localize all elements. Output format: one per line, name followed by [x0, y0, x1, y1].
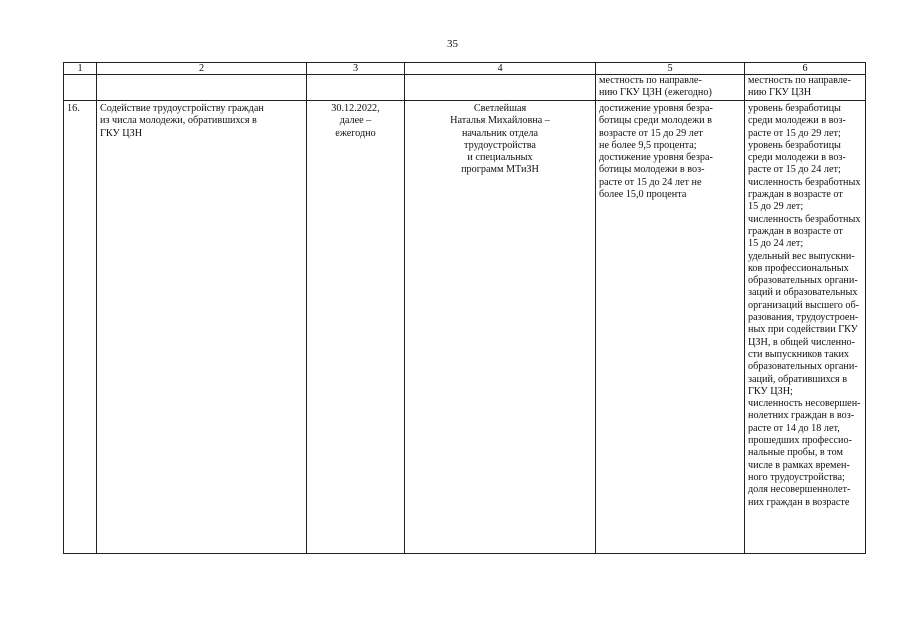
- responsible-line: и специальных: [467, 152, 533, 164]
- cont-cell-4: [405, 75, 596, 101]
- continuation-row: [64, 75, 866, 101]
- responsible-line: программ МТиЗН: [461, 164, 539, 176]
- indicator-line: нальные пробы, в том: [748, 447, 843, 459]
- header-cell-3: 3: [307, 63, 405, 75]
- measures-table: [63, 62, 866, 554]
- cont-cell-5: [596, 75, 745, 101]
- indicator-line: числе в рамках времен-: [748, 459, 850, 471]
- indicator-line: уровень безработицы: [748, 139, 841, 151]
- cont-text-line: нию ГКУ ЦЗН: [748, 87, 812, 99]
- indicator-line: разования, трудоустроен-: [748, 312, 859, 324]
- indicator-line: 15 до 24 лет;: [748, 238, 804, 250]
- deadline-line: далее –: [339, 115, 372, 127]
- indicators-cell: [745, 101, 866, 554]
- indicator-line: прошедших профессио-: [748, 435, 852, 447]
- indicator-line: нолетних граждан в воз-: [748, 410, 855, 422]
- indicator-line: ного трудоустройства;: [748, 471, 845, 483]
- indicator-line: расте от 14 до 18 лет,: [748, 422, 840, 434]
- indicator-line: ГКУ ЦЗН;: [748, 385, 793, 397]
- responsible-cell: [405, 101, 596, 554]
- indicator-line: ков профессиональных: [748, 262, 849, 274]
- indicator-line: заций и образовательных: [748, 287, 858, 299]
- indicator-line: удельный вес выпускни-: [748, 250, 855, 262]
- indicator-line: граждан в возрасте от: [748, 225, 843, 237]
- indicator-line: численность безработных: [748, 213, 861, 225]
- row-number: 16.: [64, 101, 97, 554]
- indicator-line: организаций высшего об-: [748, 299, 860, 311]
- cont-cell-1: [64, 75, 97, 101]
- target-line: расте от 15 до 24 лет не: [599, 176, 702, 188]
- responsible-line: Наталья Михайловна –: [450, 115, 550, 127]
- deadline-line: 30.12.2022,: [331, 103, 380, 114]
- responsible-line: Светлейшая: [473, 103, 527, 114]
- target-line: не более 9,5 процента;: [599, 139, 697, 151]
- target-cell: [596, 101, 745, 554]
- cont-cell-6: [745, 75, 866, 101]
- responsible-line: трудоустройства: [464, 139, 536, 151]
- indicator-line: среди молодежи в воз-: [748, 152, 846, 164]
- indicator-line: заций, обратившихся в: [748, 373, 847, 385]
- measure-title-line: ГКУ ЦЗН: [100, 127, 143, 139]
- header-cell-5: 5: [596, 63, 745, 75]
- table-row: [64, 101, 866, 554]
- deadline-line: ежегодно: [335, 127, 376, 139]
- target-line: достижение уровня безра-: [599, 152, 713, 164]
- cont-text-line: местность по направле-: [599, 75, 702, 86]
- indicator-line: образовательных органи-: [748, 275, 858, 287]
- indicator-line: граждан в возрасте от: [748, 189, 843, 201]
- measure-title-line: Содействие трудоустройству граждан: [100, 103, 264, 114]
- indicator-line: ных при содействии ГКУ: [748, 324, 858, 336]
- header-row: [64, 63, 866, 75]
- cont-text-line: нию ГКУ ЦЗН (ежегодно): [599, 87, 712, 99]
- target-line: достижение уровня безра-: [599, 103, 713, 114]
- responsible-line: начальник отдела: [461, 127, 539, 139]
- cont-cell-2: [97, 75, 307, 101]
- cont-text-line: местность по направле-: [748, 75, 851, 86]
- deadline-cell: [307, 101, 405, 554]
- header-cell-4: 4: [405, 63, 596, 75]
- indicator-line: них граждан в возрасте: [748, 496, 850, 508]
- indicator-line: расте от 15 до 24 лет;: [748, 164, 841, 176]
- target-line: ботицы молодежи в воз-: [599, 164, 705, 176]
- indicator-line: расте от 15 до 29 лет;: [748, 127, 841, 139]
- target-line: ботицы среди молодежи в: [599, 115, 712, 127]
- page-number: 35: [447, 38, 458, 50]
- target-line: более 15,0 процента: [599, 189, 687, 201]
- header-cell-1: 1: [64, 63, 97, 75]
- indicator-line: 15 до 29 лет;: [748, 201, 804, 213]
- target-line: возрасте от 15 до 29 лет: [599, 127, 703, 139]
- measure-title-line: из числа молодежи, обратившихся в: [100, 115, 257, 127]
- cont-cell-3: [307, 75, 405, 101]
- indicator-line: численность безработных: [748, 176, 861, 188]
- indicator-line: доля несовершеннолет-: [748, 484, 851, 496]
- indicator-line: уровень безработицы: [748, 103, 841, 114]
- header-cell-6: 6: [745, 63, 866, 75]
- indicator-line: среди молодежи в воз-: [748, 115, 846, 127]
- header-cell-2: 2: [97, 63, 307, 75]
- indicator-line: ЦЗН, в общей численно-: [748, 336, 856, 348]
- indicator-line: образовательных органи-: [748, 361, 858, 373]
- measure-title-cell: [97, 101, 307, 554]
- indicator-line: численность несовершен-: [748, 398, 861, 410]
- indicator-line: сти выпускников таких: [748, 348, 850, 360]
